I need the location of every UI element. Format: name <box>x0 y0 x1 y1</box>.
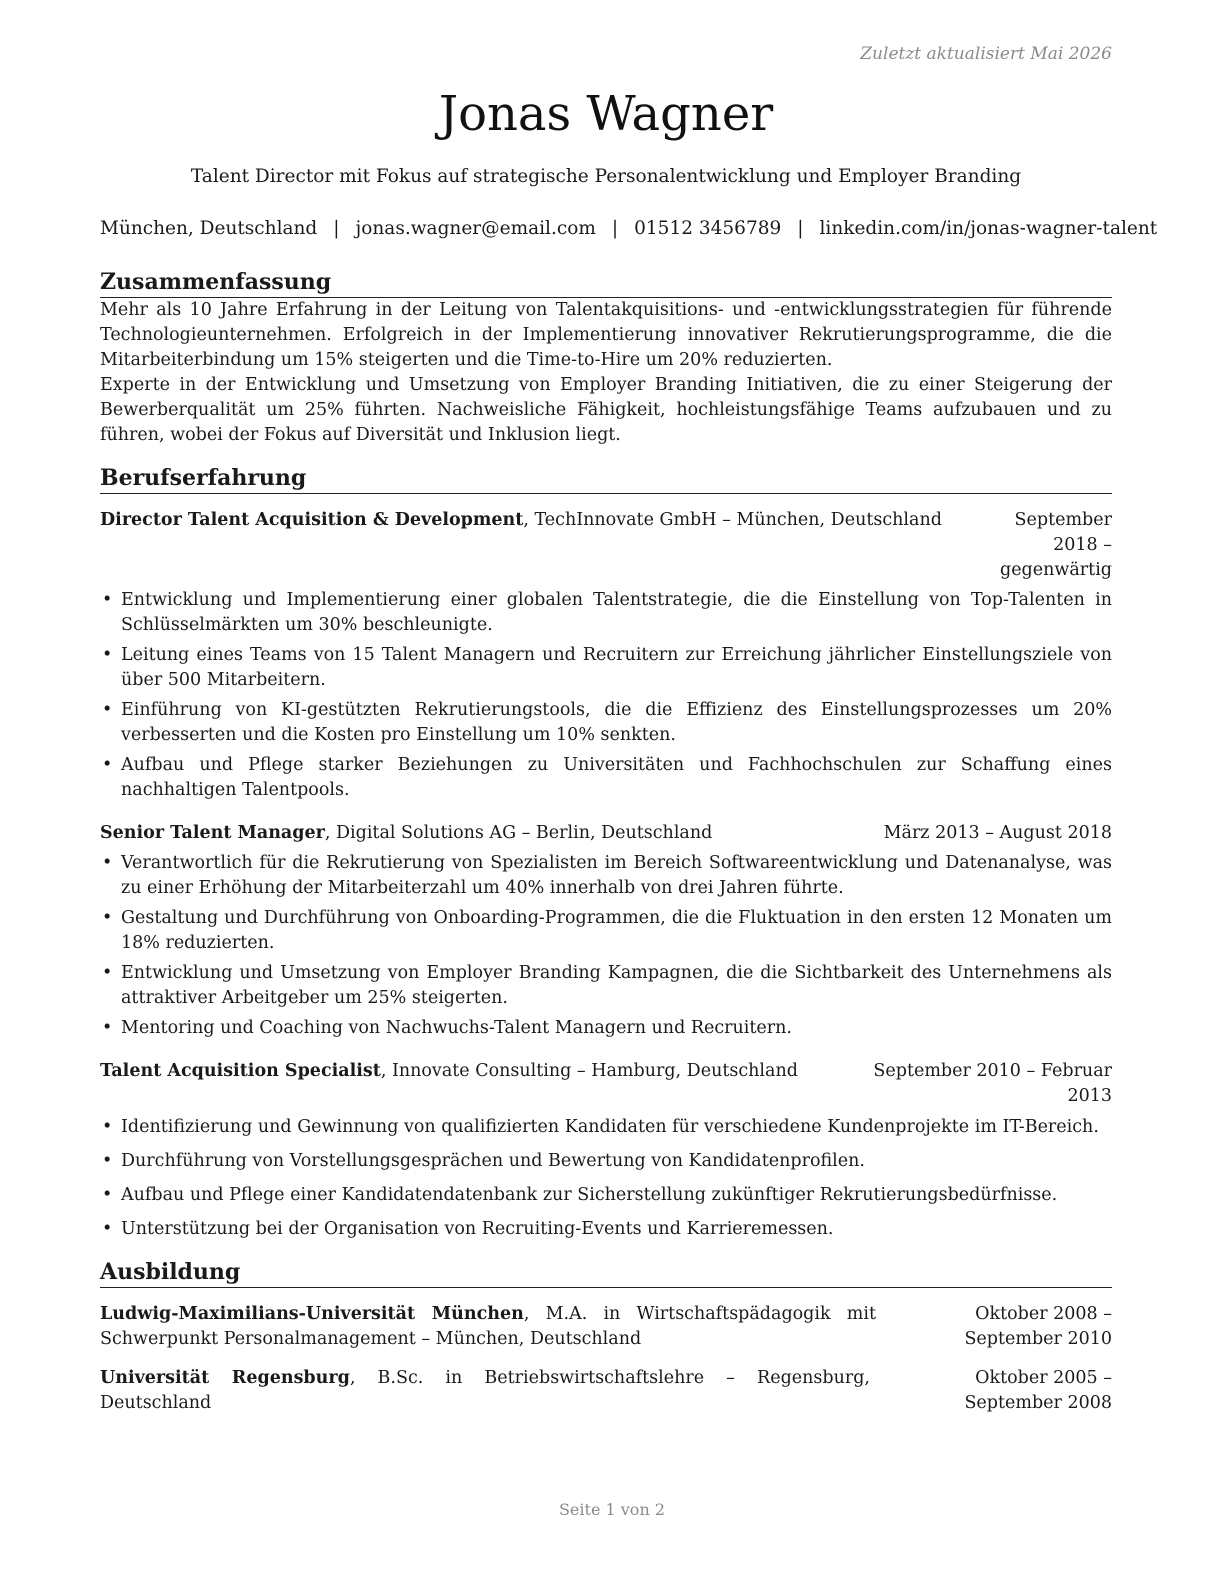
list-item: • Einführung von KI-gestützten Rekrutierungstools, die die Effizienz des Einstellungsprozesses um 20% verbesserten und die Kosten pro Einstellung um 10% senkten. <box>100 698 1112 748</box>
page-number: Seite 1 von 2 <box>558 1500 666 1519</box>
education-details: , M.A. in Wirtschaftspädagogik mit Schwerpunkt Personalmanagement – München, Deutschland <box>100 1304 876 1349</box>
job-header <box>100 508 1112 583</box>
job-bullets <box>100 1115 1112 1242</box>
job-role: Talent Acquisition Specialist <box>100 1061 381 1081</box>
list-item: • Entwicklung und Implementierung einer globalen Talentstrategie, die die Einstellung von Top-Talenten in Schlüsselmärkten um 30% beschleunigte. <box>100 588 1112 638</box>
list-item: • Verantwortlich für die Rekrutierung von Spezialisten im Bereich Softwareentwicklung und Datenanalyse, was zu einer Erhöhung der Mitarbeiterzahl um 40% innerhalb von drei Jahren führte. <box>100 851 1112 901</box>
job-details: , Digital Solutions AG – Berlin, Deutschland <box>324 823 713 843</box>
education-line <box>100 1366 870 1416</box>
education-entry <box>100 1366 1112 1416</box>
contact-phone[interactable]: 01512 3456789 <box>634 218 782 239</box>
list-item: • Unterstützung bei der Organisation von Recruiting-Events und Karrieremessen. <box>100 1217 1112 1242</box>
list-item: • Aufbau und Pflege einer Kandidatendatenbank zur Sicherstellung zukünftiger Rekrutierungsbedürfnisse. <box>100 1183 1112 1208</box>
list-item: • Entwicklung und Umsetzung von Employer Branding Kampagnen, die die Sichtbarkeit des Unternehmens als attraktiver Arbeitgeber um 25% steigerten. <box>100 961 1112 1011</box>
education-school: Universität Regensburg <box>100 1368 350 1388</box>
job-bullets <box>100 588 1112 803</box>
experience-section <box>100 464 1112 1242</box>
job-title-line <box>100 508 966 533</box>
education-section <box>100 1258 1112 1416</box>
job-dates: September 2018 – gegenwärtig <box>1000 510 1112 580</box>
job-entry <box>100 508 1112 803</box>
contact-linkedin[interactable]: linkedin.com/in/jonas-wagner-talent <box>819 218 1158 239</box>
job-bullets <box>100 851 1112 1041</box>
resume-page <box>100 40 1158 1416</box>
summary-section <box>100 268 1112 448</box>
last-updated: Zuletzt aktualisiert Mai 2026 <box>860 44 1112 64</box>
job-title-line <box>100 821 878 846</box>
education-line <box>100 1302 876 1352</box>
list-item: • Durchführung von Vorstellungsgesprächen und Bewertung von Kandidatenprofilen. <box>100 1149 1112 1174</box>
contact-separator: | <box>611 218 619 239</box>
job-dates: September 2010 – Februar 2013 <box>873 1061 1112 1106</box>
education-details: , B.Sc. in Betriebswirtschaftslehre – Regensburg, Deutschland <box>100 1368 870 1413</box>
education-entry <box>100 1302 1112 1352</box>
list-item: • Aufbau und Pflege starker Beziehungen zu Universitäten und Fachhochschulen zur Schaffung eines nachhaltigen Talentpools. <box>100 753 1112 803</box>
list-item: • Gestaltung und Durchführung von Onboarding-Programmen, die die Fluktuation in den ersten 12 Monaten um 18% reduzierten. <box>100 906 1112 956</box>
job-entry <box>100 821 1112 1041</box>
contact-separator: | <box>333 218 340 239</box>
list-item: • Identifizierung und Gewinnung von qualifizierten Kandidaten für verschiedene Kundenprojekte im IT-Bereich. <box>100 1115 1112 1140</box>
list-item: • Mentoring und Coaching von Nachwuchs-Talent Managern und Recruitern. <box>100 1016 1112 1041</box>
tagline: Talent Director mit Fokus auf strategische Personalentwicklung und Employer Branding <box>190 166 1022 187</box>
job-role: Senior Talent Manager <box>100 823 325 843</box>
education-dates: Oktober 2008 – September 2010 <box>964 1304 1112 1349</box>
section-title-experience: Berufserfahrung <box>100 464 1112 494</box>
education-school: Ludwig-Maximilians-Universität München <box>100 1304 524 1324</box>
job-header <box>100 821 1112 846</box>
job-entry <box>100 1059 1112 1242</box>
job-details: , Innovate Consulting – Hamburg, Deutschland <box>380 1061 798 1081</box>
contact-location: München, Deutschland <box>100 218 318 239</box>
contact-email[interactable]: jonas.wagner@email.com <box>355 218 596 239</box>
job-header <box>100 1059 1112 1109</box>
section-title-education: Ausbildung <box>100 1258 1112 1288</box>
job-title-line <box>100 1059 866 1084</box>
contact-separator: | <box>797 218 804 239</box>
list-item: • Leitung eines Teams von 15 Talent Managern und Recruitern zur Erreichung jährlicher Einstellungsziele von über 500 Mitarbeitern. <box>100 643 1112 693</box>
summary-paragraph: Mehr als 10 Jahre Erfahrung in der Leitung von Talentakquisitions- und -entwicklungsstrategien für führende Technologieunternehmen. Erfolgreich in der Implementierung innovativer Rekrutierungsprogramme, die die Mitarbeiterbindung um 15% steigerten und die Time-to-Hire um 20% reduzierten. <box>100 300 1112 370</box>
job-dates: März 2013 – August 2018 <box>883 823 1112 843</box>
summary-paragraph: Experte in der Entwicklung und Umsetzung von Employer Branding Initiativen, die zu einer Steigerung der Bewerberqualität um 25% führten. Nachweisliche Fähigkeit, hochleistungsfähige Teams aufzubauen und zu führen, wobei der Fokus auf Diversität und Inklusion liegt. <box>100 375 1112 445</box>
job-role: Director Talent Acquisition & Development <box>100 510 524 530</box>
education-dates: Oktober 2005 – September 2008 <box>964 1368 1112 1413</box>
section-title-summary: Zusammenfassung <box>100 268 1112 298</box>
job-details: , TechInnovate GmbH – München, Deutschland <box>523 510 942 530</box>
candidate-name: Jonas Wagner <box>438 86 774 142</box>
contact-line <box>100 216 1158 242</box>
